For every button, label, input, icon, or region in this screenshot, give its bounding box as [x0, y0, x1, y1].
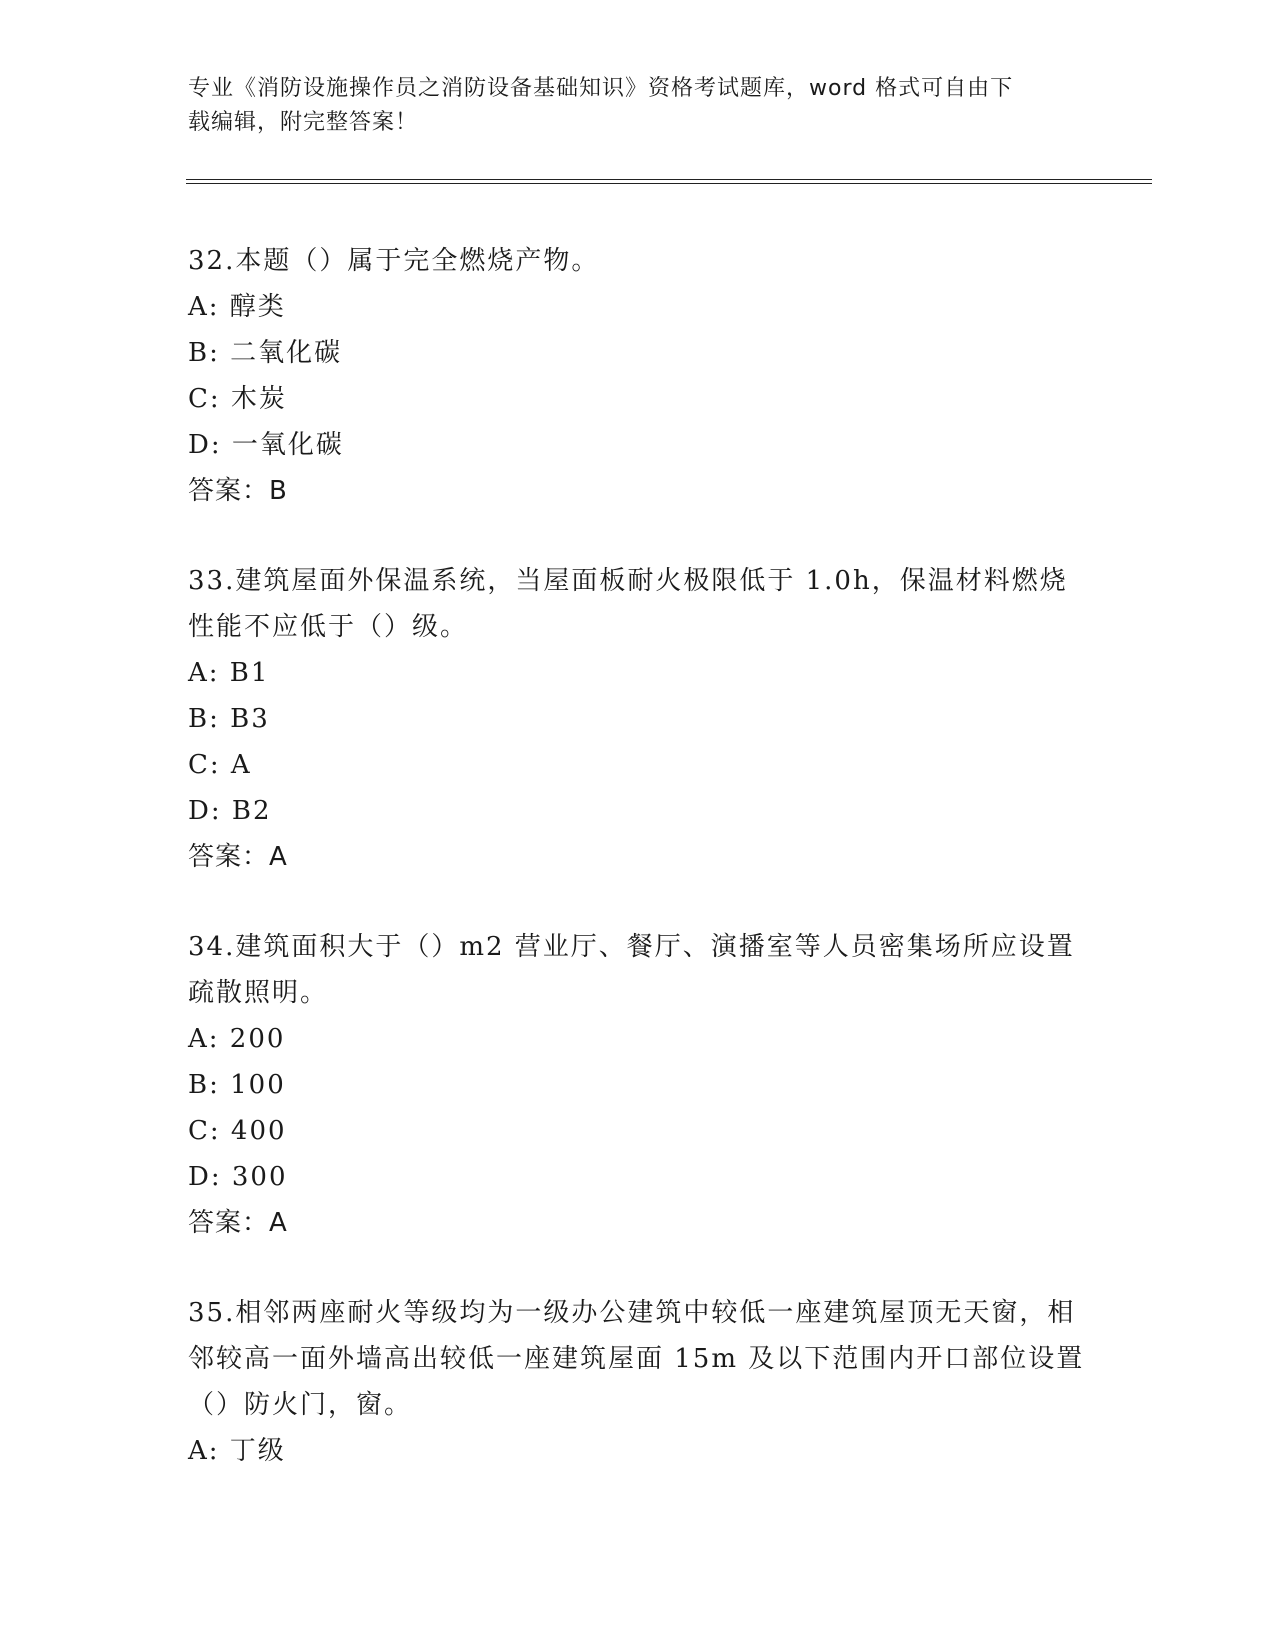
question-35	[188, 1290, 1088, 1474]
question-list	[188, 238, 1088, 1518]
header-line-1: 专业《消防设施操作员之消防设备基础知识》资格考试题库，word 格式可自由下	[188, 76, 1014, 101]
option-a: A: 醇类	[188, 292, 286, 322]
answer-key: 答案：A	[188, 1208, 288, 1238]
option-c: C: A	[188, 750, 252, 780]
question-stem: 34.建筑面积大于（）m2 营业厅、餐厅、演播室等人员密集场所应设置疏散照明。	[188, 932, 1075, 1008]
answer-key: 答案：A	[188, 842, 288, 872]
header-rule-top	[186, 179, 1152, 180]
option-d: D: 300	[188, 1162, 288, 1192]
question-34	[188, 924, 1088, 1246]
question-32	[188, 238, 1088, 514]
document-header	[188, 72, 1088, 140]
option-c: C: 400	[188, 1116, 287, 1146]
option-a: A: 200	[188, 1024, 286, 1054]
option-a: A: B1	[188, 658, 270, 688]
question-stem: 32.本题（）属于完全燃烧产物。	[188, 246, 600, 276]
answer-key: 答案：B	[188, 476, 288, 506]
question-33	[188, 558, 1088, 880]
header-rule-bottom	[186, 183, 1152, 184]
option-a: A: 丁级	[188, 1436, 286, 1466]
header-line-2: 载编辑，附完整答案！	[188, 110, 419, 135]
option-d: D: 一氧化碳	[188, 430, 344, 460]
option-b: B: 二氧化碳	[188, 338, 343, 368]
option-c: C: 木炭	[188, 384, 287, 414]
question-stem: 35.相邻两座耐火等级均为一级办公建筑中较低一座建筑屋顶无天窗，相邻较高一面外墙高出较低一座建筑屋面 15m 及以下范围内开口部位设置（）防火门，窗。	[188, 1298, 1085, 1420]
option-d: D: B2	[188, 796, 272, 826]
option-b: B: B3	[188, 704, 270, 734]
option-b: B: 100	[188, 1070, 286, 1100]
question-stem: 33.建筑屋面外保温系统，当屋面板耐火极限低于 1.0h，保温材料燃烧性能不应低于（）级。	[188, 566, 1068, 642]
